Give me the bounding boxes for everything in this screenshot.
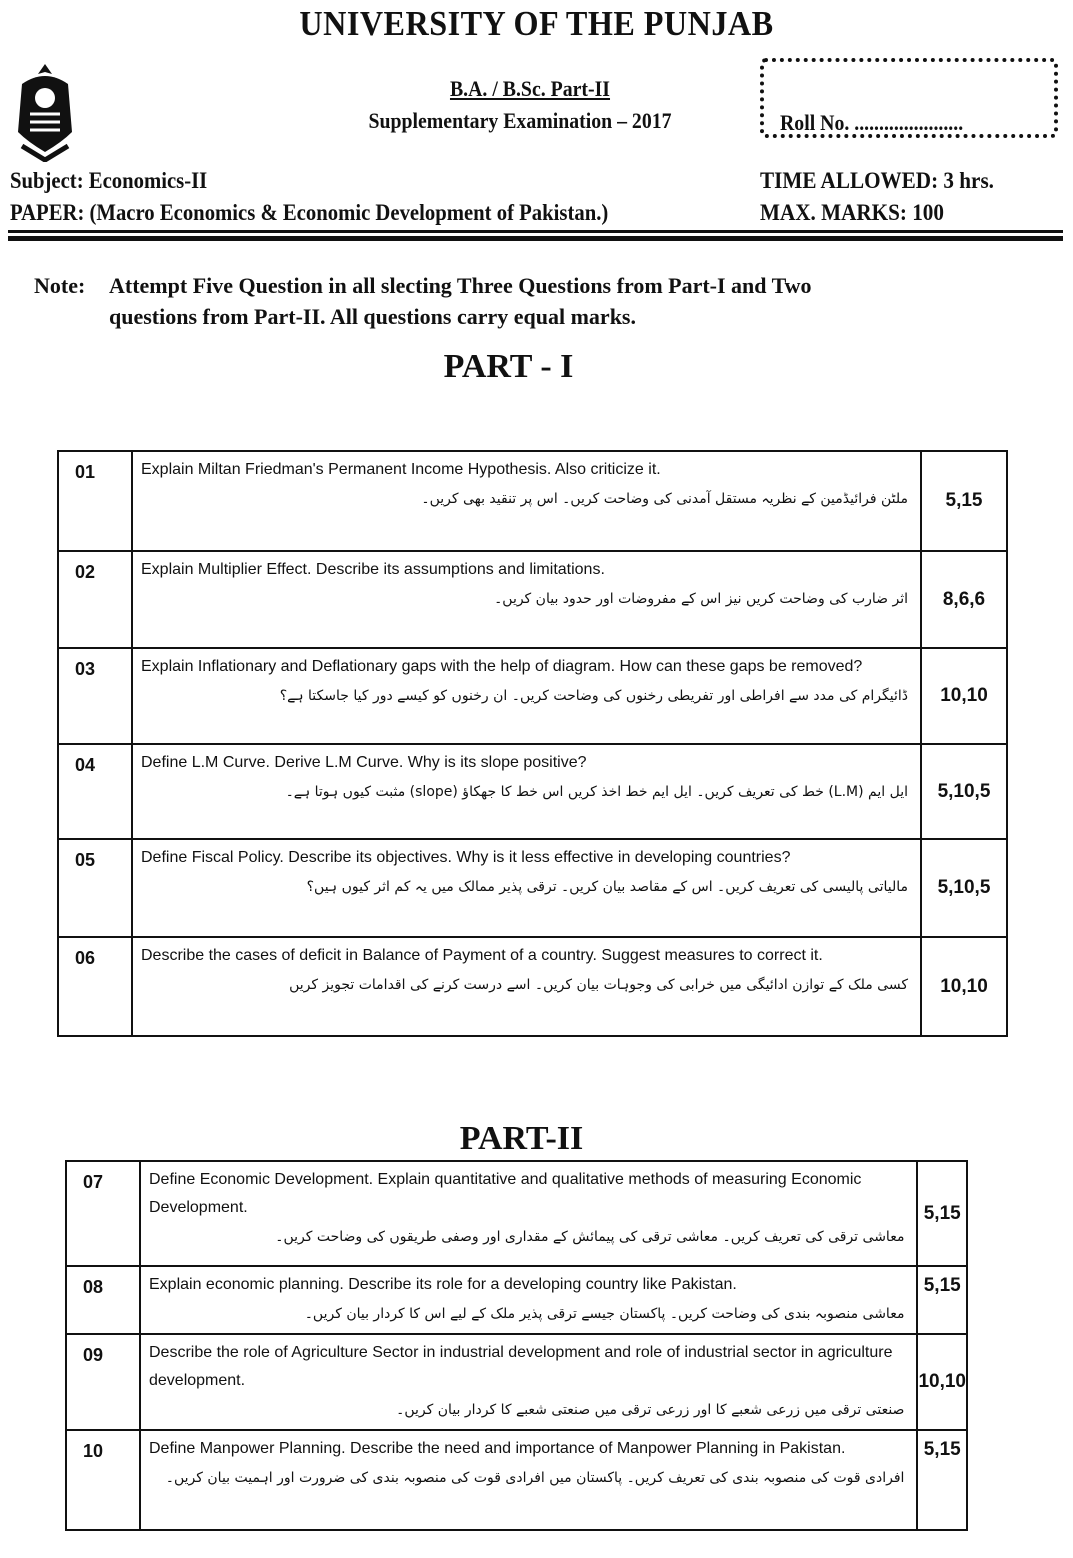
question-urdu: ملٹن فرائیڈمین کے نظریہ مستقل آمدنی کی وضاحت کریں۔ اس پر تنقید بھی کریں۔: [421, 491, 908, 507]
instructions-note: [34, 270, 1034, 332]
question-number: 03: [58, 648, 132, 744]
question-row: [58, 744, 1007, 839]
question-english: Define Manpower Planning. Describe the need and importance of Manpower Planning in Pakistan.: [149, 1440, 846, 1457]
question-english: Describe the role of Agriculture Sector in industrial development and role of industrial sector in agriculture development.: [149, 1344, 893, 1389]
question-english: Describe the cases of deficit in Balance of Payment of a country. Suggest measures to correct it.: [141, 947, 823, 964]
note-line: questions from Part-II. All questions carry equal marks.: [109, 304, 636, 329]
question-urdu: مالیاتی پالیسی کی تعریف کریں۔ اس کے مقاصد بیان کریں۔ ترقی پذیر ممالک میں یہ کم اثر کیوں ہیں؟: [306, 879, 908, 895]
divider: [8, 236, 1063, 241]
question-row: [66, 1161, 967, 1266]
roll-number-field: Roll No. ......................: [780, 110, 964, 135]
question-text: [132, 744, 921, 839]
question-english: Define Fiscal Policy. Describe its objectives. Why is it less effective in developing countries?: [141, 849, 791, 866]
question-urdu: کسی ملک کے توازن ادائیگی میں خرابی کی وجوہات بیان کریں۔ اسے درست کرنے کی اقدامات تجویز کریں: [289, 977, 908, 993]
question-english: Define L.M Curve. Derive L.M Curve. Why is its slope positive?: [141, 754, 587, 771]
university-title: UNIVERSITY OF THE PUNJAB: [299, 4, 774, 43]
question-urdu: صنعتی ترقی میں زرعی شعبے کا اور زرعی ترقی میں صنعتی شعبے کا کردار بیان کریں۔: [396, 1402, 905, 1418]
question-text: [132, 551, 921, 648]
question-marks: 5,15: [917, 1266, 967, 1334]
question-number: 04: [58, 744, 132, 839]
questions-table-part-2: [65, 1160, 968, 1531]
question-text: [132, 451, 921, 551]
part-heading: PART-II: [459, 1120, 584, 1157]
question-number: 05: [58, 839, 132, 937]
question-row: [58, 551, 1007, 648]
question-urdu: اثر ضارب کی وضاحت کریں نیز اس کے مفروضات اور حدود بیان کریں۔: [494, 591, 908, 607]
question-english: Explain economic planning. Describe its role for a developing country like Pakistan.: [149, 1276, 737, 1293]
question-row: [58, 451, 1007, 551]
note-line: Attempt Five Question in all slecting Three Questions from Part-I and Two: [109, 273, 812, 298]
questions-table-part-1: [57, 450, 1008, 1037]
question-text: [132, 937, 921, 1036]
question-urdu: افرادی قوت کی منصوبہ بندی کی تعریف کریں۔ پاکستان میں افرادی قوت کی منصوبہ بندی کی ضرورت اور اہمیت بیان کریں۔: [165, 1470, 905, 1486]
subject: Subject: Economics-II: [10, 168, 208, 193]
question-row: [58, 648, 1007, 744]
question-urdu: ڈائیگرام کی مدد سے افراطی اور تفریطی رخنوں کی وضاحت کریں۔ ان رخنوں کو کیسے دور کیا جاسکتا ہے؟: [279, 688, 908, 704]
max-marks: MAX. MARKS: 100: [760, 200, 944, 225]
question-english: Explain Miltan Friedman's Permanent Income Hypothesis. Also criticize it.: [141, 461, 661, 478]
question-text: [140, 1430, 917, 1530]
question-number: 09: [66, 1334, 140, 1430]
question-marks: 5,15: [921, 451, 1007, 551]
paper-title: PAPER: (Macro Economics & Economic Development of Pakistan.): [10, 200, 609, 225]
question-marks: 5,15: [917, 1161, 967, 1266]
question-marks: 5,15: [917, 1430, 967, 1530]
question-marks: 5,10,5: [921, 839, 1007, 937]
question-urdu: ایل ایم (L.M) خط کی تعریف کریں۔ ایل ایم خط اخذ کریں اس خط کا جھکاؤ (slope) مثبت کیوں ہوتا ہے۔: [285, 784, 908, 800]
question-row: [66, 1334, 967, 1430]
question-text: [140, 1161, 917, 1266]
question-marks: 8,6,6: [921, 551, 1007, 648]
note-label: Note:: [34, 273, 86, 298]
question-number: 06: [58, 937, 132, 1036]
question-number: 01: [58, 451, 132, 551]
question-row: [58, 937, 1007, 1036]
question-marks: 10,10: [921, 648, 1007, 744]
question-text: [140, 1266, 917, 1334]
class-title: B.A. / B.Sc. Part-II: [449, 76, 611, 101]
question-number: 10: [66, 1430, 140, 1530]
question-english: Explain Multiplier Effect. Describe its assumptions and limitations.: [141, 561, 605, 578]
time-allowed: TIME ALLOWED: 3 hrs.: [760, 168, 994, 193]
question-english: Define Economic Development. Explain quantitative and qualitative methods of measuring Economic Development.: [149, 1171, 862, 1216]
question-urdu: معاشی منصوبہ بندی کی وضاحت کریں۔ پاکستان جیسے ترقی پذیر ملک کے لیے اس کا کردار بیان کریں۔: [304, 1306, 905, 1322]
question-marks: 10,10: [921, 937, 1007, 1036]
question-marks: 5,10,5: [921, 744, 1007, 839]
part-heading: PART - I: [443, 348, 574, 385]
question-number: 08: [66, 1266, 140, 1334]
exam-title: Supplementary Examination – 2017: [368, 108, 672, 133]
question-marks: 10,10: [917, 1334, 967, 1430]
divider: [8, 230, 1063, 233]
question-text: [132, 839, 921, 937]
question-text: [132, 648, 921, 744]
question-row: [58, 839, 1007, 937]
question-urdu: معاشی ترقی کی تعریف کریں۔ معاشی ترقی کی پیمائش کے مقداری اور وصفی طریقوں کی وضاحت کریں۔: [275, 1229, 905, 1245]
question-row: [66, 1430, 967, 1530]
university-crest-icon: [12, 62, 78, 162]
question-text: [140, 1334, 917, 1430]
question-row: [66, 1266, 967, 1334]
question-number: 07: [66, 1161, 140, 1266]
question-number: 02: [58, 551, 132, 648]
question-english: Explain Inflationary and Deflationary gaps with the help of diagram. How can these gaps be removed?: [141, 658, 863, 675]
